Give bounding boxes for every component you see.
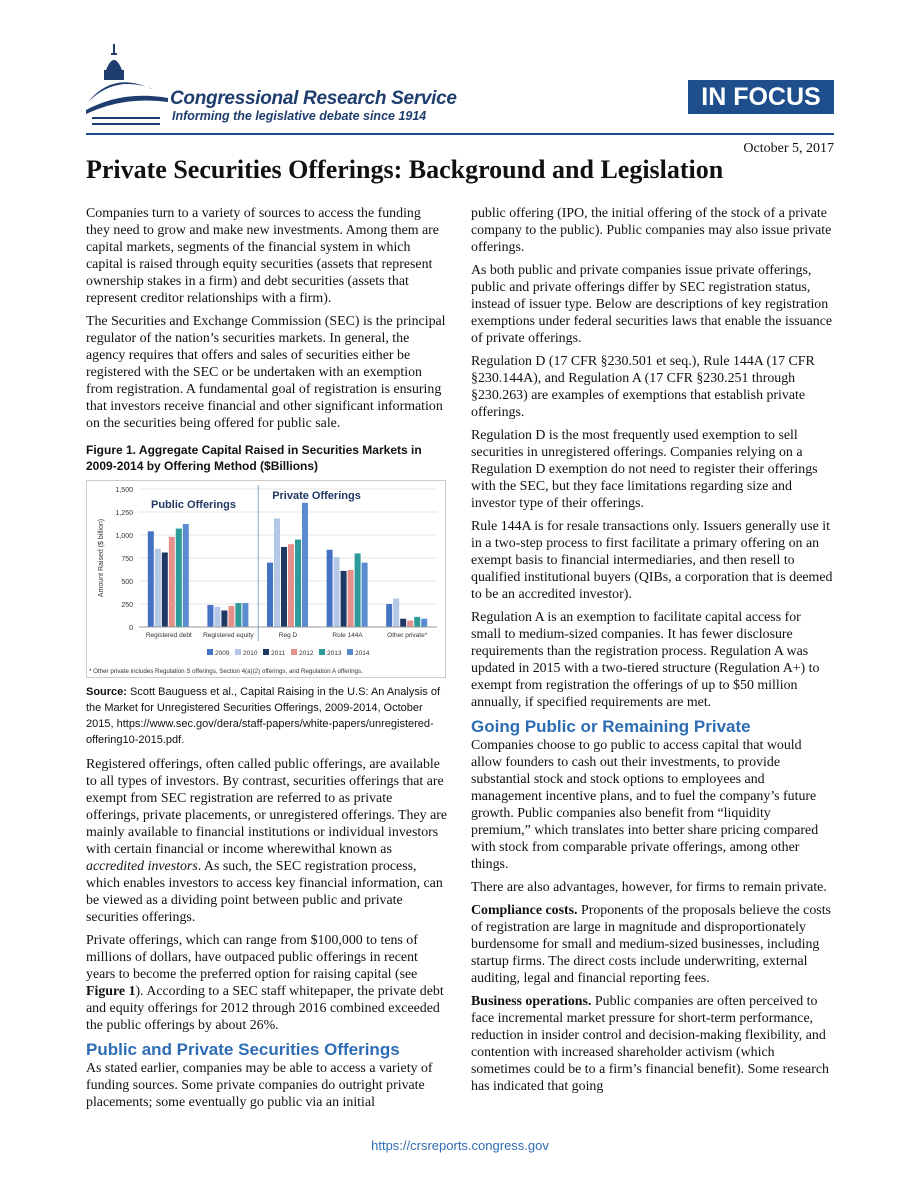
left-column	[86, 205, 448, 1117]
bar	[295, 540, 301, 627]
paragraph: Rule 144A is for resale transactions only. Issuers generally use it in a two-step process to first facilitate a primary offering on an exempt basis to financial intermediaries, and then resell to qualified institutional buyers (QIBs, a corporation that is deemed to be an accredited investor).	[471, 519, 833, 602]
paragraph: There are also advantages, however, for firms to remain private.	[471, 880, 827, 895]
bar	[414, 617, 420, 627]
text-span: . As such, the SEC registration process, which enables investors to access key financial information, can be viewed as a dividing point between public and private securities offerings.	[86, 859, 443, 925]
header-rule	[86, 133, 834, 135]
legend-swatch	[263, 649, 269, 655]
bar	[274, 518, 280, 627]
legend-swatch	[347, 649, 353, 655]
legend-swatch	[207, 649, 213, 655]
paragraph: Companies choose to go public to access capital that would allow founders to cash out their investments, to provide substantial stock and stock options to employees and management incentive plans, and to fuel the company’s future growth. Public companies also benefit from “liquidity premium,” which translates into better share pricing compared with stock from comparable private offerings, among other things.	[471, 738, 819, 872]
paragraph: Regulation A is an exemption to facilitate capital access for small to medium-sized companies. It has fewer disclosure requirements than the registration process. Regulation A was updated in 2015 with a two-tiered structure (Regulation A+) to exempt from registration the offerings of up to $50 million annually, if specified requirements are met.	[471, 610, 820, 710]
bar	[207, 605, 213, 627]
bar-chart	[87, 481, 445, 677]
legend-label: 2010	[243, 650, 258, 657]
paragraph	[471, 902, 833, 987]
bar	[302, 503, 308, 627]
source-label: Source:	[86, 686, 127, 698]
paragraph	[86, 932, 448, 1034]
bar	[348, 570, 354, 627]
paragraph	[471, 993, 833, 1095]
footer-url[interactable]: https://crsreports.congress.gov	[371, 1138, 549, 1153]
section-heading: Public and Private Securities Offerings	[86, 1040, 400, 1059]
legend-label: 2009	[215, 650, 230, 657]
bar	[421, 619, 427, 627]
text-span: ). According to a SEC staff whitepaper, the private debt and equity offerings for 2012 through 2016 combined exceeded the public offerings by about 26%.	[86, 984, 444, 1033]
bar	[155, 549, 161, 627]
chart-footnote: * Other private includes Regulation S offerings, Section 4(a)(2) offerings, and Regulation A offerings.	[89, 668, 363, 675]
publication-date: October 5, 2017	[743, 141, 834, 156]
run-in-heading: Business operations.	[471, 994, 592, 1009]
bar	[228, 606, 234, 627]
run-in-heading: Compliance costs.	[471, 903, 578, 918]
y-tick-label: 0	[129, 625, 133, 632]
y-tick-label: 750	[121, 556, 133, 563]
figure-title: Figure 1. Aggregate Capital Raised in Securities Markets in 2009-2014 by Offering Method ($Billions)	[86, 443, 422, 473]
page-header	[0, 0, 920, 156]
figure-1-chart	[86, 480, 446, 678]
bar	[400, 619, 406, 627]
y-tick-label: 1,000	[115, 533, 133, 540]
y-axis-label: Amount Raised ($ billion)	[98, 518, 105, 598]
paragraph	[86, 756, 448, 926]
legend-label: 2013	[327, 650, 342, 657]
bar	[242, 603, 248, 627]
section-heading: Going Public or Remaining Private	[471, 717, 751, 736]
org-tagline: Informing the legislative debate since 1914	[172, 109, 427, 123]
legend-label: 2012	[299, 650, 314, 657]
bar	[386, 604, 392, 627]
legend-swatch	[235, 649, 241, 655]
paragraph: As both public and private companies issue private offerings, public and private offerings differ by SEC registration status, instead of issuer type. Below are descriptions of key registration exemptions under federal securities laws that enable the issuance of private offerings.	[471, 263, 833, 346]
emphasis: accredited investors	[86, 859, 198, 874]
bar	[334, 557, 340, 627]
bar	[176, 529, 182, 627]
bar	[183, 524, 189, 627]
bar	[355, 553, 361, 627]
capitol-dome-logo	[84, 40, 168, 130]
page-title: Private Securities Offerings: Background and Legislation	[86, 155, 724, 184]
legend-label: 2014	[355, 650, 370, 657]
bar	[162, 552, 168, 627]
text-span: Public companies are often perceived to face incremental market pressure for short-term performance, reduction in insider control and decision-making flexibility, and contention with increased shareholder activism (which sometimes could be to a firm’s financial benefit). Some research has indicated that going	[471, 994, 829, 1094]
x-category-label: Registered debt	[145, 632, 192, 639]
right-column	[471, 205, 833, 1101]
private-offerings-annotation: Private Offerings	[272, 490, 361, 502]
bar	[148, 531, 154, 627]
paragraph: public offering (IPO, the initial offering of the stock of a private company to the public). Public companies may also issue private offerings.	[471, 206, 832, 255]
legend-label: 2011	[271, 650, 285, 657]
y-tick-label: 1,250	[115, 510, 133, 517]
text-span: Proponents of the proposals believe the costs of registration are large in magnitude and disproportionately burdensome for small and medium-sized businesses, including startup firms. The direct costs include underwriting, external auditing, legal and financial reporting fees.	[471, 903, 831, 986]
x-category-label: Other private*	[387, 632, 428, 639]
bar	[169, 537, 175, 627]
y-tick-label: 1,500	[115, 487, 133, 494]
bar	[214, 607, 220, 627]
legend-swatch	[319, 649, 325, 655]
paragraph: Companies turn to a variety of sources to access the funding they need to grow and make new investments. Among them are capital markets, segments of the financial system in which capital is raised through equity securities (assets that represent ownership stakes in a firm) and debt securities (assets that represent creditor relationships with a firm).	[86, 206, 439, 306]
paragraph: The Securities and Exchange Commission (SEC) is the principal regulator of the nation’s securities markets. In general, the agency requires that offers and sales of securities either be registered with the SEC or be undertaken with an exemption from registration. A fundamental goal of registration is ensuring that investors receive financial and other significant information on the securities being offered for public sale.	[86, 314, 446, 431]
legend-swatch	[291, 649, 297, 655]
y-tick-label: 500	[121, 579, 133, 586]
bar	[235, 603, 241, 627]
text-span: Registered offerings, often called public offerings, are available to all types of investors. By contrast, securities offerings that are exempt from SEC registration are referred to as private offerings, private placements, or unregistered offerings. They are mainly available to financial institutions or individual investors with certain financial or income wherewithal known as	[86, 757, 448, 857]
in-focus-badge: IN FOCUS	[688, 80, 834, 114]
paragraph: As stated earlier, companies may be able to access a variety of funding sources. Some private companies do outright private placements; some eventually go public via an initial	[86, 1061, 433, 1110]
paragraph: Regulation D (17 CFR §230.501 et seq.), Rule 144A (17 CFR §230.144A), and Regulation A (17 CFR §230.251 through §230.263) are examples of exemptions that establish private offerings.	[471, 354, 815, 420]
x-category-label: Registered equity	[203, 632, 254, 639]
bar	[362, 563, 368, 627]
bar	[281, 547, 287, 627]
public-offerings-annotation: Public Offerings	[151, 499, 236, 511]
bar	[341, 571, 347, 627]
x-category-label: Reg D	[278, 632, 298, 639]
figure-reference: Figure 1	[86, 984, 136, 999]
bar	[288, 544, 294, 627]
bar	[267, 563, 273, 627]
bar	[327, 550, 333, 627]
bar	[221, 610, 227, 627]
bar	[407, 621, 413, 627]
x-category-label: Rule 144A	[332, 632, 363, 639]
bar	[393, 598, 399, 627]
y-tick-label: 250	[121, 602, 133, 609]
text-span: Private offerings, which can range from $100,000 to tens of millions of dollars, have outpaced public offerings in recent years to become the preferred option for raising capital (see	[86, 933, 418, 982]
org-name: Congressional Research Service	[170, 88, 457, 109]
paragraph: Regulation D is the most frequently used exemption to sell securities in unregistered offerings. Companies relying on a Regulation D exemption do not need to register their offerings with the SEC, but they face limitations regarding size and investor type of their offerings.	[471, 428, 818, 511]
figure-source	[86, 684, 448, 748]
source-text: Scott Bauguess et al., Capital Raising in the U.S: An Analysis of the Market for Unregistered Securities Offerings, 2009-2014, October 2015, https://www.sec.gov/dera/staff-papers/white-papers/unregistered-offering10-2015.pdf.	[86, 686, 441, 746]
